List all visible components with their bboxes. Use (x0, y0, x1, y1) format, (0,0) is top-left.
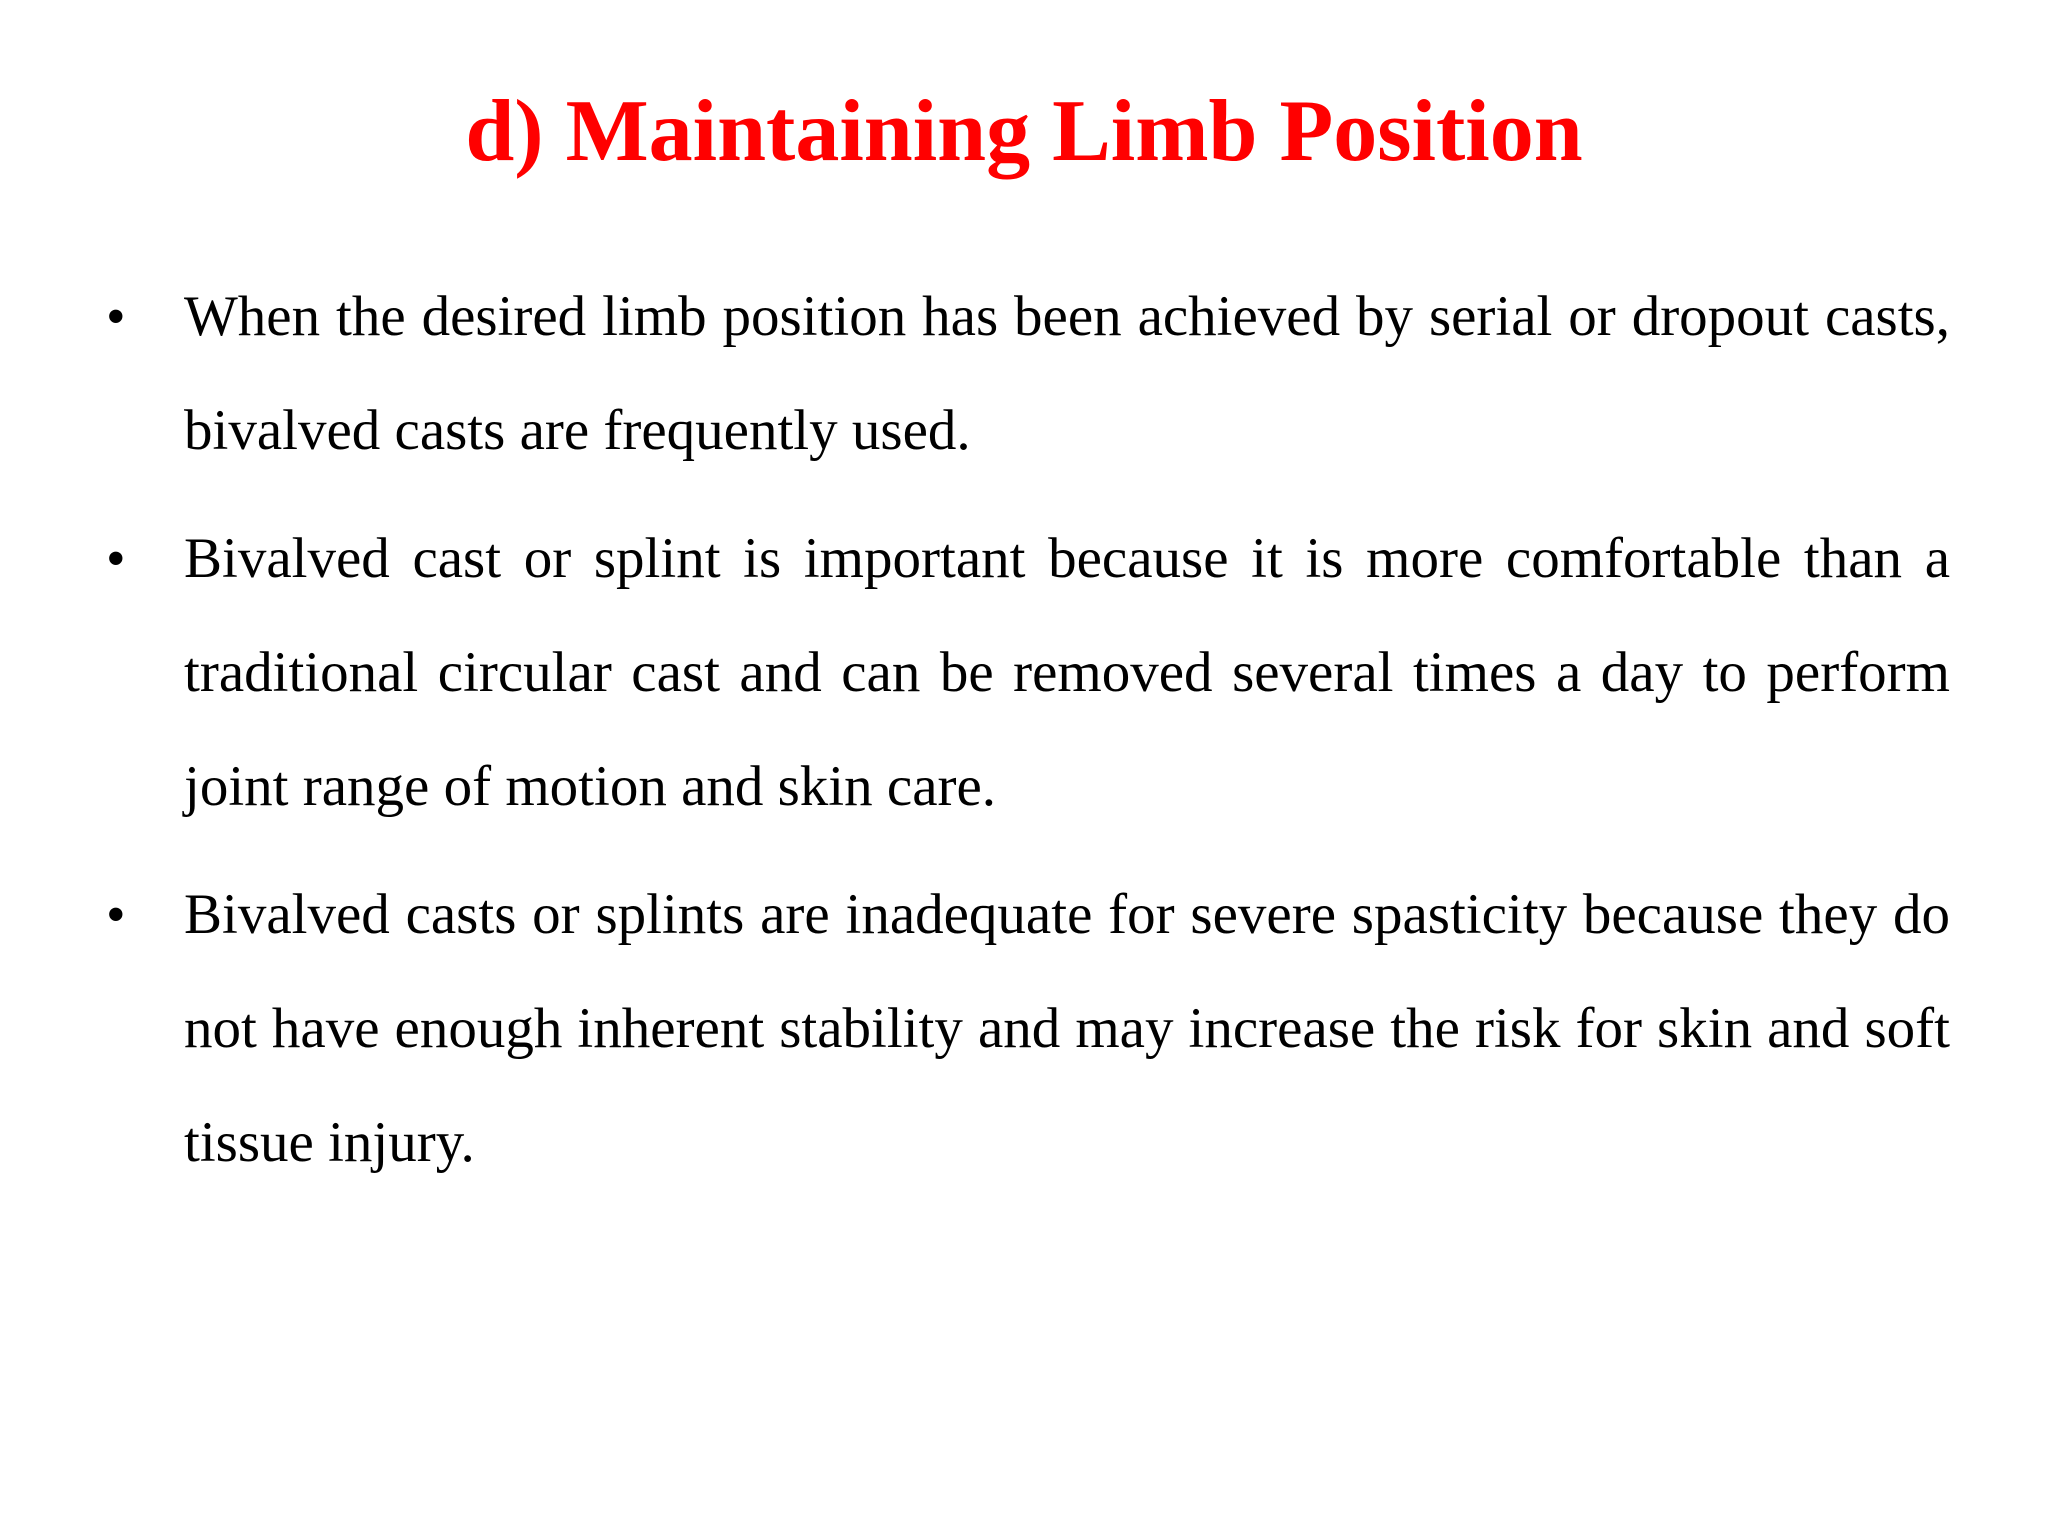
slide-title: d) Maintaining Limb Position (465, 83, 1583, 180)
bullet-item (106, 858, 1950, 1200)
bullet-icon: • (106, 286, 126, 348)
bullet-text: Bivalved casts or splints are inadequate for severe spasticity because they do not have enough inherent stability and may increase the risk for skin and soft tissue injury. (184, 883, 1950, 1174)
bullet-icon: • (106, 528, 126, 590)
bullet-item (106, 502, 1950, 844)
bullet-list (0, 260, 2048, 1214)
bullet-icon: • (106, 884, 126, 946)
bullet-text: When the desired limb position has been achieved by serial or dropout casts, bivalved casts are frequently used. (184, 285, 1950, 462)
bullet-item (106, 260, 1950, 488)
bullet-text: Bivalved cast or splint is important because it is more comfortable than a traditional circular cast and can be removed several times a day to perform joint range of motion and skin care. (184, 527, 1950, 818)
